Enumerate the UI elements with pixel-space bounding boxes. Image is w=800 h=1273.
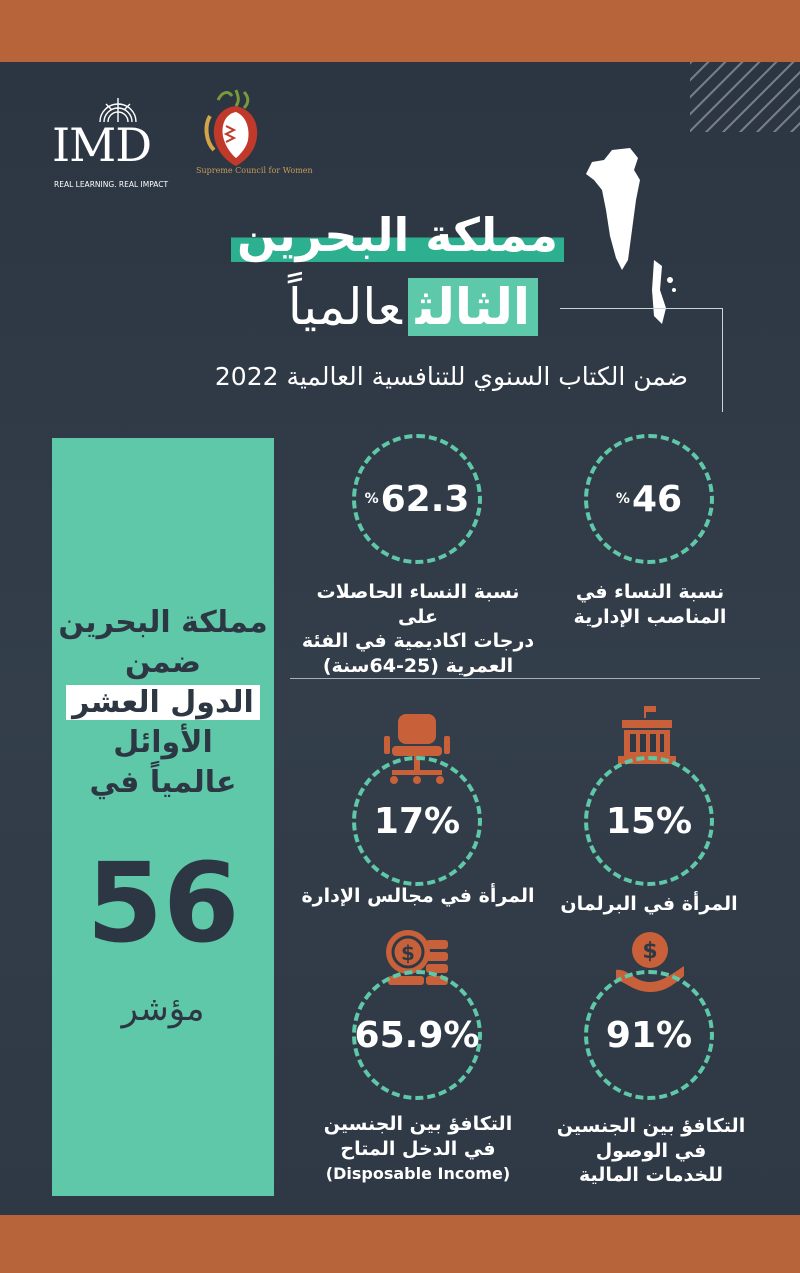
label-line: في الدخل المتاح bbox=[340, 1137, 496, 1160]
label-line: للخدمات المالية bbox=[578, 1164, 724, 1187]
stat-financial-access bbox=[584, 970, 714, 1100]
title-line-1 bbox=[231, 208, 564, 262]
stat-number: 17% bbox=[373, 800, 461, 842]
label-line: نسبة النساء في bbox=[575, 581, 725, 603]
label-line: العمرية (25-64سنة) bbox=[322, 655, 514, 678]
stat-unit: % bbox=[364, 491, 379, 507]
stat-women-degrees bbox=[352, 434, 482, 564]
indicator-word: مؤشر bbox=[121, 989, 205, 1029]
stat-value bbox=[584, 434, 714, 564]
label-line: التكافؤ بين الجنسين bbox=[556, 1115, 746, 1137]
title-rule-vertical bbox=[722, 308, 723, 412]
stat-label bbox=[296, 580, 540, 679]
panel-line-2: ضمن bbox=[124, 645, 202, 680]
stat-label: المرأة في البرلمان bbox=[560, 893, 738, 915]
panel-highlight: الدول العشر bbox=[66, 685, 260, 720]
stat-number: 91% bbox=[605, 1014, 693, 1056]
stat-disposable-income bbox=[352, 970, 482, 1100]
label-line: في الوصول bbox=[595, 1139, 707, 1162]
stat-women-parliament bbox=[584, 756, 714, 886]
stat-unit: % bbox=[615, 491, 630, 507]
stat-number: 65.9% bbox=[354, 1014, 480, 1056]
svg-text:$: $ bbox=[642, 939, 658, 964]
label-line: نسبة النساء الحاصلات على bbox=[316, 581, 520, 628]
top-bar bbox=[0, 0, 800, 62]
label-line: المناصب الإدارية bbox=[573, 605, 727, 628]
stat-number: 15% bbox=[605, 800, 693, 842]
hatch-decoration bbox=[690, 62, 800, 132]
stat-label: المرأة في مجالس الإدارة bbox=[301, 885, 535, 907]
label-line: درجات اكاديمية في الفئة bbox=[301, 630, 535, 653]
title-country: مملكة البحرين bbox=[231, 208, 564, 262]
infographic bbox=[0, 62, 800, 1215]
bahrain-map-icon bbox=[582, 140, 682, 330]
indicator-count: 56 bbox=[86, 839, 240, 967]
panel-line-3 bbox=[52, 684, 274, 722]
row-divider bbox=[290, 678, 760, 679]
title-line-2 bbox=[288, 278, 538, 336]
label-line: التكافؤ بين الجنسين bbox=[323, 1113, 513, 1135]
imd-tagline: REAL LEARNING. REAL IMPACT bbox=[54, 180, 169, 189]
panel-line-5: عالمياً في bbox=[89, 765, 237, 800]
imd-logo bbox=[52, 94, 182, 189]
svg-text:$: $ bbox=[401, 941, 415, 965]
stat-label bbox=[296, 1112, 540, 1186]
label-english: (Disposable Income) bbox=[325, 1164, 511, 1184]
stat-value bbox=[352, 434, 482, 564]
stat-label bbox=[560, 580, 740, 629]
stat-women-management bbox=[584, 434, 714, 564]
subtitle: ضمن الكتاب السنوي للتنافسية العالمية 2022 bbox=[214, 362, 688, 391]
title-global: عالمياً bbox=[287, 278, 402, 336]
stat-number: 46 bbox=[631, 478, 683, 520]
scw-caption: Supreme Council for Women bbox=[196, 166, 313, 175]
title-rank: الثالث bbox=[408, 278, 538, 336]
bottom-bar bbox=[0, 1215, 800, 1273]
panel-line-4: الأوائل bbox=[113, 725, 213, 760]
title-rule-horizontal bbox=[560, 308, 723, 309]
imd-wordmark: IMD bbox=[52, 118, 152, 172]
panel-line-1: مملكة البحرين bbox=[58, 605, 268, 640]
stat-number: 62.3 bbox=[380, 478, 470, 520]
label-line bbox=[296, 1161, 540, 1186]
top-ten-panel bbox=[52, 438, 274, 1196]
stat-women-boards bbox=[352, 756, 482, 886]
stat-label bbox=[546, 1114, 756, 1188]
